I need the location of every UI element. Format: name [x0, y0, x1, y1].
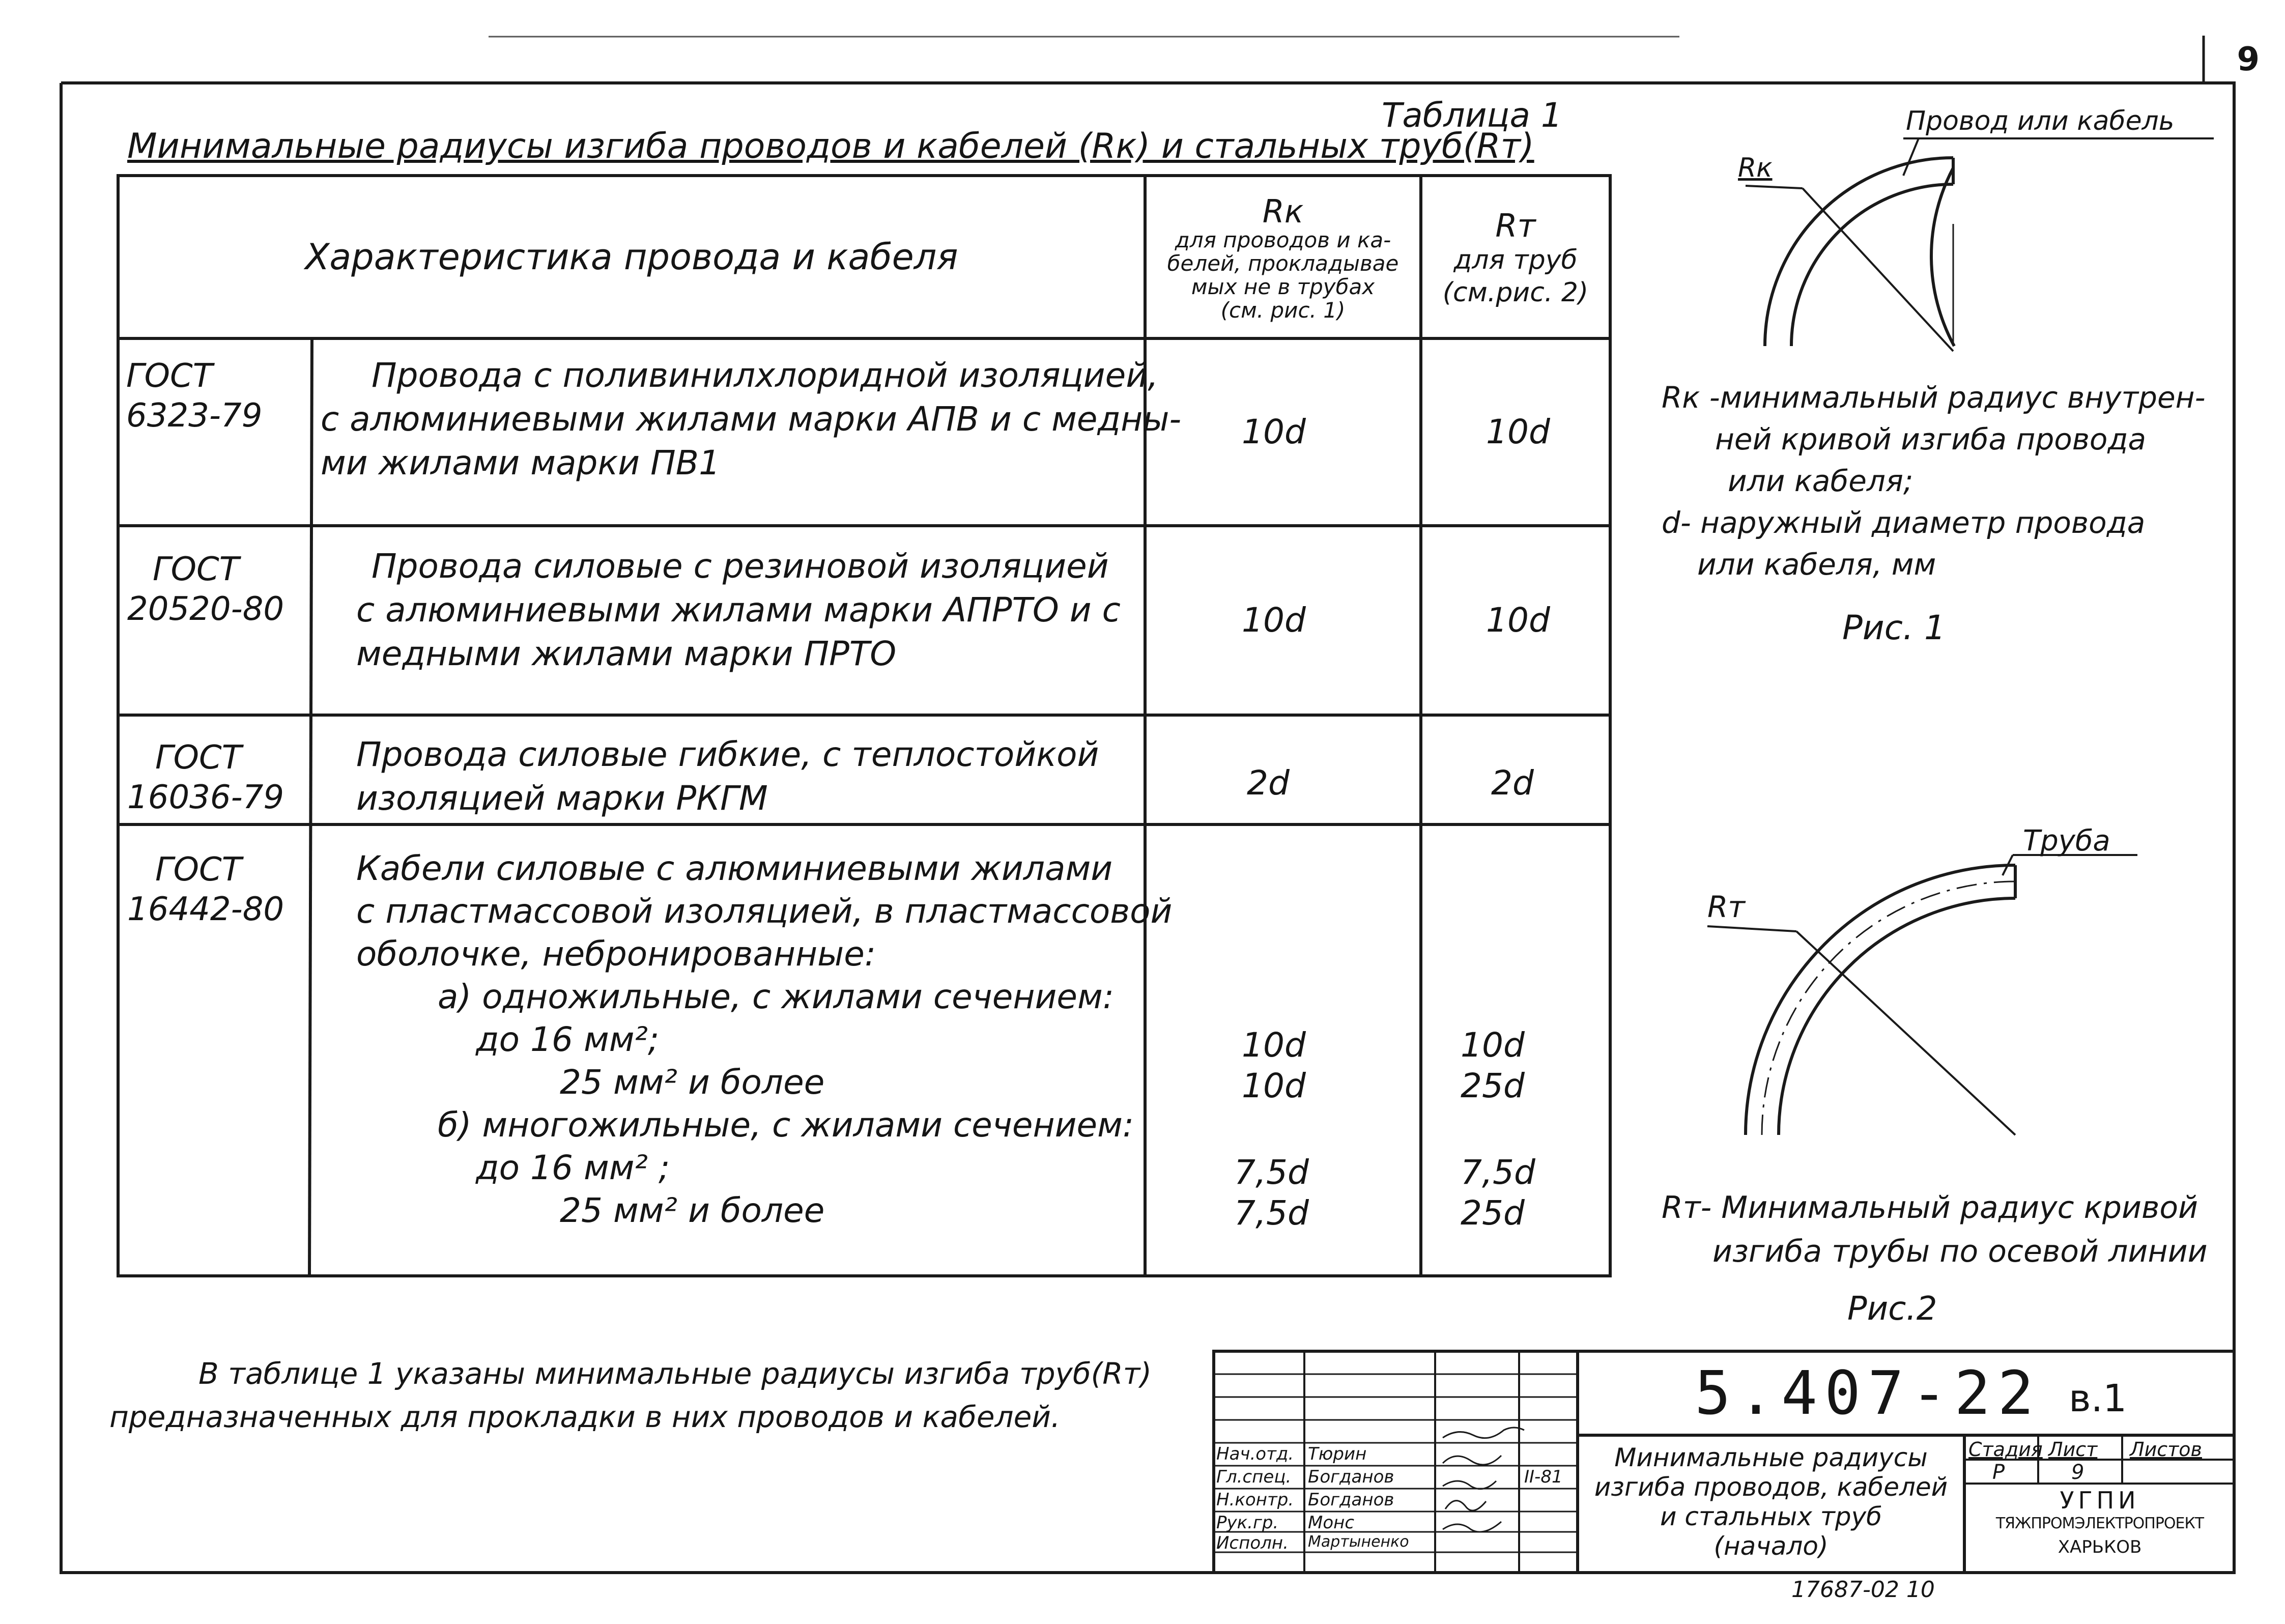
- name-4: Монс: [1308, 1513, 1355, 1533]
- fig2-caption: [1662, 1186, 2208, 1273]
- row-4-desc-line-1: Кабели силовые с алюминиевыми жилами: [356, 849, 1113, 888]
- date: II-81: [1524, 1467, 1563, 1487]
- org-line-2: ТЯЖПРОМЭЛЕКТРОПРОЕКТ: [1995, 1515, 2204, 1532]
- fig1-radius-symbol: Rк: [1738, 153, 1773, 183]
- row-4-desc-line-4: а) одножильные, с жилами сечением:: [438, 977, 1115, 1016]
- row-4-rk-1: 10d: [1242, 1025, 1306, 1065]
- row-4-rt-4: 25d: [1461, 1193, 1525, 1233]
- header-rk-note-1: для проводов и ка-: [1175, 227, 1391, 252]
- row-2-gost-line-2: 20520-80: [127, 590, 284, 628]
- row-1-desc-line-3: ми жилами марки ПВ1: [321, 443, 721, 482]
- organization: [1965, 1489, 2234, 1559]
- fig1-cable-label: Провод или кабель: [1906, 106, 2175, 136]
- row-3-rt: 2d: [1491, 763, 1534, 803]
- header-rt-note-2: (см.рис. 2): [1442, 277, 1589, 308]
- doc-edition: в.1: [2069, 1377, 2127, 1420]
- footnote-line-2: предназначенных для прокладки в них проводов и кабелей.: [109, 1400, 1061, 1434]
- row-1-gost-line-2: 6323-79: [126, 397, 263, 435]
- fig1-caption-line-5: или кабеля, мм: [1697, 547, 1936, 582]
- row-1-desc-line-2: с алюминиевыми жилами марки АПВ и с медны-: [321, 400, 1182, 439]
- row-4-gost: [127, 850, 284, 929]
- sheets-label: Листов: [2130, 1438, 2202, 1461]
- header-rt: [1421, 178, 1610, 338]
- fig1-caption-line-4: d- наружный диаметр провода: [1662, 505, 2146, 540]
- row-2-desc-line-1: Провода силовые с резиновой изоляцией: [372, 547, 1109, 586]
- row-3-rk: 2d: [1247, 763, 1290, 803]
- row-4-description: [356, 847, 1172, 1232]
- row-2-rt: 10d: [1486, 601, 1550, 640]
- name-2: Богданов: [1308, 1467, 1394, 1487]
- org-line-1: УГПИ: [2060, 1487, 2140, 1514]
- row-2-desc-line-2: с алюминиевыми жилами марки АПРТО и с: [356, 590, 1121, 630]
- stage-value: Р: [1992, 1461, 2005, 1484]
- sheet-label: Лист: [2048, 1438, 2098, 1461]
- sheet-value: 9: [2071, 1461, 2084, 1484]
- row-2-desc-line-3: медными жилами марки ПРТО: [356, 634, 897, 673]
- row-4-desc-line-8: до 16 мм² ;: [476, 1148, 670, 1187]
- role-5: Исполн.: [1216, 1533, 1289, 1553]
- name-1: Тюрин: [1308, 1444, 1367, 1464]
- fig1-title: Рис. 1: [1842, 608, 1946, 647]
- row-4-rt-3: 7,5d: [1461, 1153, 1535, 1192]
- row-3-desc-line-2: изоляцией марки РКГМ: [356, 779, 768, 818]
- row-1-rk: 10d: [1242, 412, 1306, 451]
- header-rt-symbol: Rт: [1495, 207, 1536, 244]
- row-4-rk-2: 10d: [1242, 1066, 1306, 1105]
- row-2-rk: 10d: [1242, 601, 1306, 640]
- header-rk-note-3: мых не в трубах: [1191, 274, 1375, 299]
- row-1-desc-line-1: Провода с поливинилхлоридной изоляцией,: [372, 356, 1159, 395]
- table-label: Таблица 1: [1382, 96, 1562, 135]
- row-4-rt-2: 25d: [1461, 1066, 1525, 1105]
- sheet-title: [1583, 1443, 1959, 1561]
- org-line-3: ХАРЬКОВ: [2058, 1537, 2142, 1557]
- fig1-cable-bend: [1746, 138, 2214, 351]
- doc-code: 5.407-22: [1695, 1358, 2041, 1428]
- row-1-description: [321, 354, 1181, 485]
- fig2-pipe-bend: [1707, 855, 2137, 1135]
- name-5: Мартыненко: [1308, 1533, 1409, 1551]
- row-2-description: [356, 545, 1121, 676]
- row-3-gost: [127, 738, 284, 817]
- fig1-caption-line-3: или кабеля;: [1728, 464, 1913, 498]
- row-3-gost-line-1: ГОСТ: [155, 739, 242, 777]
- fig1-caption-line-1: Rк -минимальный радиус внутрен-: [1662, 380, 2206, 415]
- fig2-radius-symbol: Rт: [1707, 890, 1746, 924]
- fig2-caption-line-1: Rт- Минимальный радиус кривой: [1662, 1190, 2198, 1226]
- row-1-rt: 10d: [1486, 412, 1550, 451]
- row-4-rk-3: 7,5d: [1234, 1153, 1309, 1192]
- row-4-desc-line-6: 25 мм² и более: [560, 1063, 825, 1102]
- stage-label: Стадия: [1968, 1438, 2043, 1461]
- row-4-gost-line-1: ГОСТ: [155, 851, 242, 889]
- role-4: Рук.гр.: [1216, 1513, 1279, 1533]
- sheet-title-line-1: Минимальные радиусы: [1614, 1443, 1928, 1472]
- row-4-gost-line-2: 16442-80: [127, 891, 284, 928]
- fig2-title: Рис.2: [1847, 1290, 1937, 1328]
- table-title: Минимальные радиусы изгиба проводов и кабелей (Rк) и стальных труб(Rт): [127, 126, 1534, 166]
- row-4-rt-1: 10d: [1461, 1025, 1525, 1065]
- row-4-desc-line-9: 25 мм² и более: [560, 1191, 825, 1230]
- sheet-title-line-2: изгиба проводов, кабелей: [1594, 1472, 1948, 1502]
- header-rk-symbol: Rк: [1262, 192, 1304, 230]
- row-1-gost-line-1: ГОСТ: [126, 357, 213, 395]
- sheet-title-line-3: и стальных труб: [1660, 1502, 1882, 1531]
- header-rt-note-1: для труб: [1453, 244, 1578, 275]
- footnote-line-1: В таблице 1 указаны минимальные радиусы изгиба труб(Rт): [198, 1356, 1152, 1391]
- header-rk: [1145, 178, 1421, 338]
- row-4-desc-line-3: оболочке, небронированные:: [356, 934, 876, 974]
- row-3-desc-line-1: Провода силовые гибкие, с теплостойкой: [356, 735, 1099, 774]
- header-rk-note-2: белей, прокладывае: [1167, 250, 1399, 276]
- role-1: Нач.отд.: [1216, 1444, 1294, 1464]
- header-rk-note-4: (см. рис. 1): [1220, 297, 1346, 323]
- page-number: 9: [2237, 41, 2260, 78]
- role-3: Н.контр.: [1216, 1490, 1294, 1510]
- fig1-caption-line-2: ней кривой изгиба провода: [1715, 422, 2147, 457]
- fig2-caption-line-2: изгиба трубы по осевой линии: [1712, 1234, 2208, 1269]
- fig2-pipe-label: Труба: [2023, 824, 2110, 858]
- fig1-caption: [1662, 377, 2206, 585]
- row-2-gost-line-1: ГОСТ: [153, 551, 239, 588]
- row-2-gost: [127, 550, 284, 629]
- bottom-stamp: 17687-02 10: [1791, 1577, 1935, 1603]
- row-4-desc-line-5: до 16 мм²;: [476, 1020, 660, 1059]
- row-1-gost: [126, 356, 262, 436]
- sheet-title-line-4: (начало): [1713, 1531, 1829, 1561]
- row-4-desc-line-2: с пластмассовой изоляцией, в пластмассовой: [356, 892, 1173, 931]
- name-3: Богданов: [1308, 1490, 1394, 1510]
- header-characteristic: Характеристика провода и кабеля: [305, 236, 958, 278]
- row-3-gost-line-2: 16036-79: [127, 779, 284, 816]
- row-3-description: [356, 733, 1099, 820]
- role-2: Гл.спец.: [1216, 1467, 1292, 1487]
- row-4-rk-4: 7,5d: [1234, 1193, 1309, 1233]
- row-4-desc-line-7: б) многожильные, с жилами сечением:: [438, 1105, 1134, 1145]
